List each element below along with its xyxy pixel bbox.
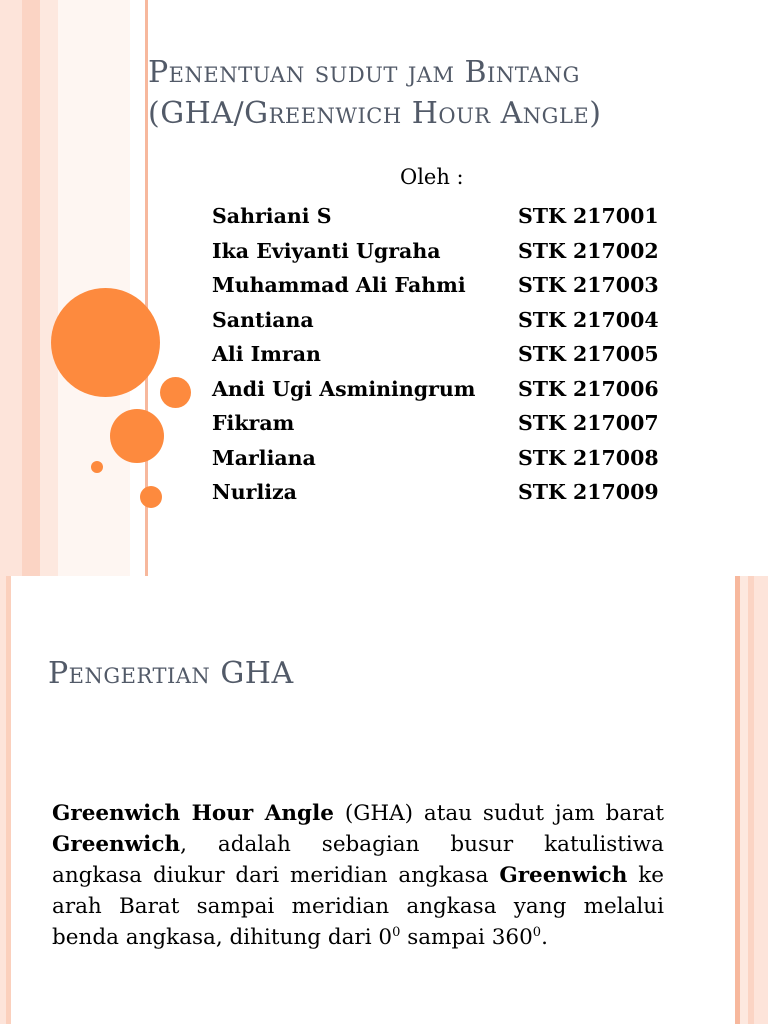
decorative-band	[40, 0, 58, 576]
decorative-band	[22, 0, 40, 576]
member-row	[212, 199, 692, 234]
paragraph-text: .	[541, 925, 548, 950]
member-name: Santiana	[212, 307, 314, 332]
member-row	[212, 268, 692, 303]
member-row	[212, 337, 692, 372]
decorative-band	[6, 576, 11, 1024]
member-id: STK 217006	[518, 376, 659, 401]
slide-title	[148, 52, 748, 134]
member-name: Andi Ugi Asminingrum	[212, 376, 476, 401]
superscript: 0	[532, 924, 542, 940]
member-name: Marliana	[212, 445, 316, 470]
section-heading: Pengertian GHA	[48, 656, 294, 691]
bold-term: Greenwich	[52, 832, 181, 857]
author-label: Oleh :	[400, 165, 464, 189]
title-line-1: Penentuan sudut jam Bintang	[148, 55, 580, 90]
bold-term: Greenwich Hour Angle	[52, 801, 334, 826]
decorative-circle	[51, 288, 160, 397]
member-list	[212, 199, 692, 510]
member-name: Nurliza	[212, 480, 297, 505]
decorative-band	[58, 0, 130, 576]
paragraph-text: ke arah Barat sampai meridian angkasa yang melalui benda angkasa, dihitung dari 0	[52, 863, 664, 950]
superscript: 0	[392, 924, 401, 940]
member-row	[212, 406, 692, 441]
member-id: STK 217008	[518, 445, 659, 470]
member-row	[212, 303, 692, 338]
paragraph-text: (GHA) atau sudut jam barat	[333, 801, 664, 826]
member-id: STK 217007	[518, 411, 659, 436]
member-row	[212, 234, 692, 269]
paragraph-text: , adalah sebagian busur katulistiwa angkasa diukur dari meridian angkasa	[52, 832, 664, 888]
decorative-band	[0, 0, 22, 576]
member-name: Ali Imran	[212, 342, 321, 367]
member-id: STK 217005	[518, 342, 659, 367]
decorative-circle	[110, 409, 164, 463]
member-name: Ika Eviyanti Ugraha	[212, 238, 441, 263]
member-name: Fikram	[212, 411, 295, 436]
title-line-2: (GHA/Greenwich Hour Angle)	[148, 96, 602, 131]
definition-paragraph	[52, 798, 664, 953]
decorative-band	[740, 576, 748, 1024]
content-slide	[0, 576, 768, 1024]
member-name: Muhammad Ali Fahmi	[212, 273, 466, 298]
member-row	[212, 441, 692, 476]
member-id: STK 217003	[518, 273, 659, 298]
member-id: STK 217009	[518, 480, 659, 505]
decorative-circle	[160, 377, 191, 408]
bold-term: Greenwich	[499, 863, 628, 888]
member-name: Sahriani S	[212, 204, 332, 229]
member-id: STK 217002	[518, 238, 659, 263]
decorative-circle	[91, 461, 103, 473]
member-row	[212, 372, 692, 407]
paragraph-text: sampai 360	[400, 925, 533, 950]
decorative-band	[754, 576, 768, 1024]
member-id: STK 217001	[518, 204, 659, 229]
member-id: STK 217004	[518, 307, 659, 332]
decorative-circle	[140, 486, 162, 508]
member-row	[212, 475, 692, 510]
